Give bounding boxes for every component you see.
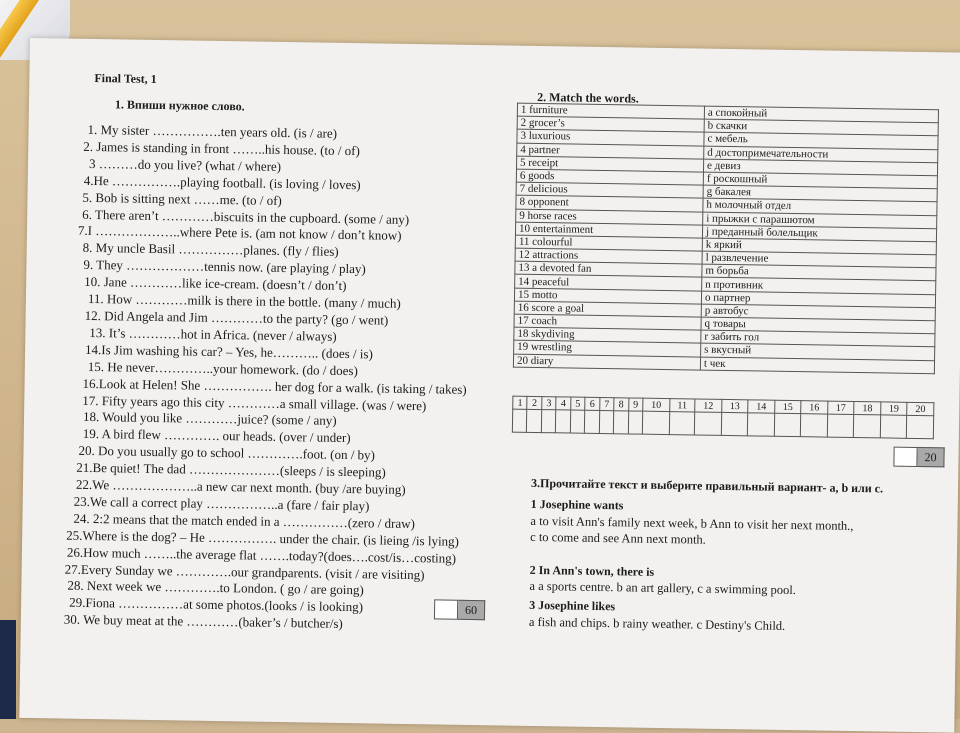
section1-questions [21,121,509,636]
russian-word: l развлечение [702,251,936,268]
answer-number: 18 [854,401,881,414]
section3-heading: 3.Прочитайте текст и выберите правильный вариант- a, b или c. [530,475,884,496]
question-item: 30. We buy meat at the …………(baker’s / butcher/s) [63,611,343,632]
english-word: 4 partner [517,143,704,159]
question-item: 23.We call a correct play ……………..a (fare / fair play) [73,493,370,514]
english-word: 18 skydiving [514,327,701,343]
question-item: 10. Jane …………like ice-cream. (doesn’t / don’t) [84,274,347,294]
question-item: 21.Be quiet! The dad …………………(sleeps / is sleeping) [76,459,386,480]
answer-number: 12 [695,399,722,412]
english-word: 12 attractions [515,248,702,264]
q3-options: a fish and chips. b rainy weather. c Destiny's Child. [528,614,786,633]
answer-cell[interactable] [556,410,571,433]
q2-options: a a sports centre. b an art gallery, c a swimming pool. [529,578,797,598]
english-word: 2 grocer’s [517,116,704,132]
answer-cell[interactable] [628,411,643,434]
english-word: 5 receipt [517,156,704,172]
answer-number: 5 [571,397,586,410]
section1-score-box [434,599,485,620]
question-item: 4.He …………….playing football. (is loving / loves) [83,172,361,192]
question-item: 26.How much ……..the average flat …….today?(does….cost/is…costing) [66,544,457,566]
question-item: 6. There aren’t …………biscuits in the cupboard. (some / any) [82,206,410,227]
question-item: 27.Every Sunday we ………….our grandparents. (visit / are visiting) [64,561,425,582]
section2-heading: 2. Match the words. [537,89,639,106]
english-word: 8 opponent [516,195,703,211]
question-item: 12. Did Angela and Jim …………to the party? (go / went) [84,307,389,328]
russian-word: i прыжки с парашютом [703,212,937,229]
answer-cell[interactable] [907,415,934,438]
russian-word: p автобус [701,304,935,321]
english-word: 17 coach [514,314,701,330]
bottle-edge [0,620,16,719]
english-word: 7 delicious [516,182,703,198]
question-item: 13. It’s …………hot in Africa. (never / always) [89,324,337,344]
english-word: 6 goods [516,169,703,185]
answer-cell[interactable] [774,413,801,436]
question-item: 11. How …………milk is there in the bottle. (many / much) [87,291,401,311]
question-item: 17. Fifty years ago this city …………a small village. (was / were) [82,392,427,413]
q1-options-line2: c to come and see Ann next month. [530,529,706,547]
question-item: 16.Look at Helen! She ……………. her dog for a walk. (is taking / takes) [82,375,467,397]
russian-word: a спокойный [704,106,938,123]
russian-word: j преданный болельщик [702,225,936,242]
answer-number: 7 [599,397,614,410]
russian-word: g бакалея [703,185,937,202]
answer-number: 9 [628,398,643,411]
english-word: 10 entertainment [515,222,702,238]
answer-cell[interactable] [669,412,695,435]
question-item: 8. My uncle Basil ……………planes. (fly / flies) [82,240,339,260]
test-paper [19,38,960,733]
answer-number: 20 [907,402,934,415]
english-word: 13 a devoted fan [515,261,702,277]
q2-title: 2 In Ann's town, there is [529,562,655,579]
answer-number: 16 [801,401,828,414]
match-table [513,103,939,374]
russian-word: b скачки [704,119,938,136]
english-word: 16 score a goal [514,301,701,317]
answer-cell[interactable] [695,412,722,435]
answer-number: 2 [527,396,542,409]
section1-heading: 1. Впиши нужное слово. [114,97,245,114]
answer-number: 1 [513,396,528,409]
russian-word: d достопримечательности [704,146,938,163]
answer-cell[interactable] [748,413,775,436]
answer-cell[interactable] [570,410,585,433]
question-item: 2. James is standing in front ……..his house. (to / of) [83,138,360,159]
question-item: 18. Would you like …………juice? (some / any) [82,409,337,429]
question-item: 19. A bird flew …………. our heads. (over / under) [82,426,351,446]
answer-number: 11 [669,399,695,412]
english-word: 14 peaceful [515,275,702,291]
english-word: 20 diary [513,354,700,370]
english-word: 15 motto [514,288,701,304]
question-item: 3 ………do you live? (what / where) [88,155,282,174]
russian-word: f роскошный [703,172,937,189]
section1-max-score: 60 [458,600,485,620]
english-word: 1 furniture [517,103,704,119]
section2-score-box [893,447,944,468]
answer-number: 14 [748,400,775,413]
question-item: 15. He never…………..your homework. (do / does) [87,358,358,378]
answer-cell[interactable] [614,411,629,434]
english-word: 11 colourful [515,235,702,251]
answer-cell[interactable] [854,414,881,437]
question-item: 5. Bob is sitting next ……me. (to / of) [82,189,282,208]
question-item: 1. My sister …………….ten years old. (is / are) [87,121,338,141]
answer-number: 6 [585,397,600,410]
russian-word: n противник [702,278,936,295]
answer-cell[interactable] [599,410,614,433]
answer-cell[interactable] [721,412,748,435]
english-word: 3 luxurious [517,130,704,146]
english-word: 9 horse races [516,209,703,225]
question-item: 14.Is Jim washing his car? – Yes, he……….. (does / is) [85,341,373,362]
section2-max-score: 20 [917,447,944,467]
answer-cell[interactable] [541,410,556,433]
answer-grid [512,396,935,440]
answer-cell[interactable] [880,415,907,438]
q3-title: 3 Josephine likes [529,597,616,614]
answer-number: 15 [774,400,801,413]
question-item: 28. Next week we ………….to London. ( go / are going) [67,578,364,598]
answer-cell[interactable] [642,411,669,434]
answer-number: 10 [643,398,670,411]
score-entry-field[interactable] [434,599,458,619]
answer-number: 4 [556,397,571,410]
russian-word: r забить гол [701,330,935,347]
russian-word: m борьба [702,264,936,281]
russian-word: o партнер [701,291,935,308]
q1-title: 1 Josephine wants [530,496,624,513]
score-entry-field[interactable] [893,447,917,467]
question-item: 22.We ………………..a new car next month. (buy /are buying) [75,476,406,497]
russian-word: h молочный отдел [703,198,937,215]
answer-number: 8 [614,398,629,411]
russian-word: e девиз [703,159,937,176]
answer-cell[interactable] [512,409,527,432]
answer-cell[interactable] [527,409,542,432]
answer-cell[interactable] [585,410,600,433]
question-item: 24. 2:2 means that the match ended in a ……………(zero / draw) [73,510,416,531]
answer-cell[interactable] [827,414,854,437]
question-item: 9. They ………………tennis now. (are playing / play) [83,257,366,277]
english-word: 19 wrestling [514,341,701,357]
answer-cell[interactable] [801,414,828,437]
question-item: 29.Fiona ……………at some photos.(looks / is looking) [69,595,364,615]
test-title: Final Test, 1 [94,71,157,86]
answer-number: 17 [828,401,855,414]
russian-word: t чек [700,357,934,374]
answer-number: 19 [881,402,908,415]
answer-number: 13 [721,399,748,412]
question-item: 25.Where is the dog? – He ……………. under the chair. (is lieing /is lying) [66,527,460,549]
russian-word: k яркий [702,238,936,255]
answer-number: 3 [542,397,557,410]
russian-word: q товары [701,317,935,334]
russian-word: c мебель [704,132,938,149]
question-item: 7.I ………………..where Pete is. (am not know / don’t know) [77,223,402,244]
russian-word: s вкусный [701,343,935,360]
question-item: 20. Do you usually go to school ………….foot. (on / by) [78,443,376,463]
q1-options-line1: a to visit Ann's family next week, b Ann to visit her next month., [530,513,854,533]
